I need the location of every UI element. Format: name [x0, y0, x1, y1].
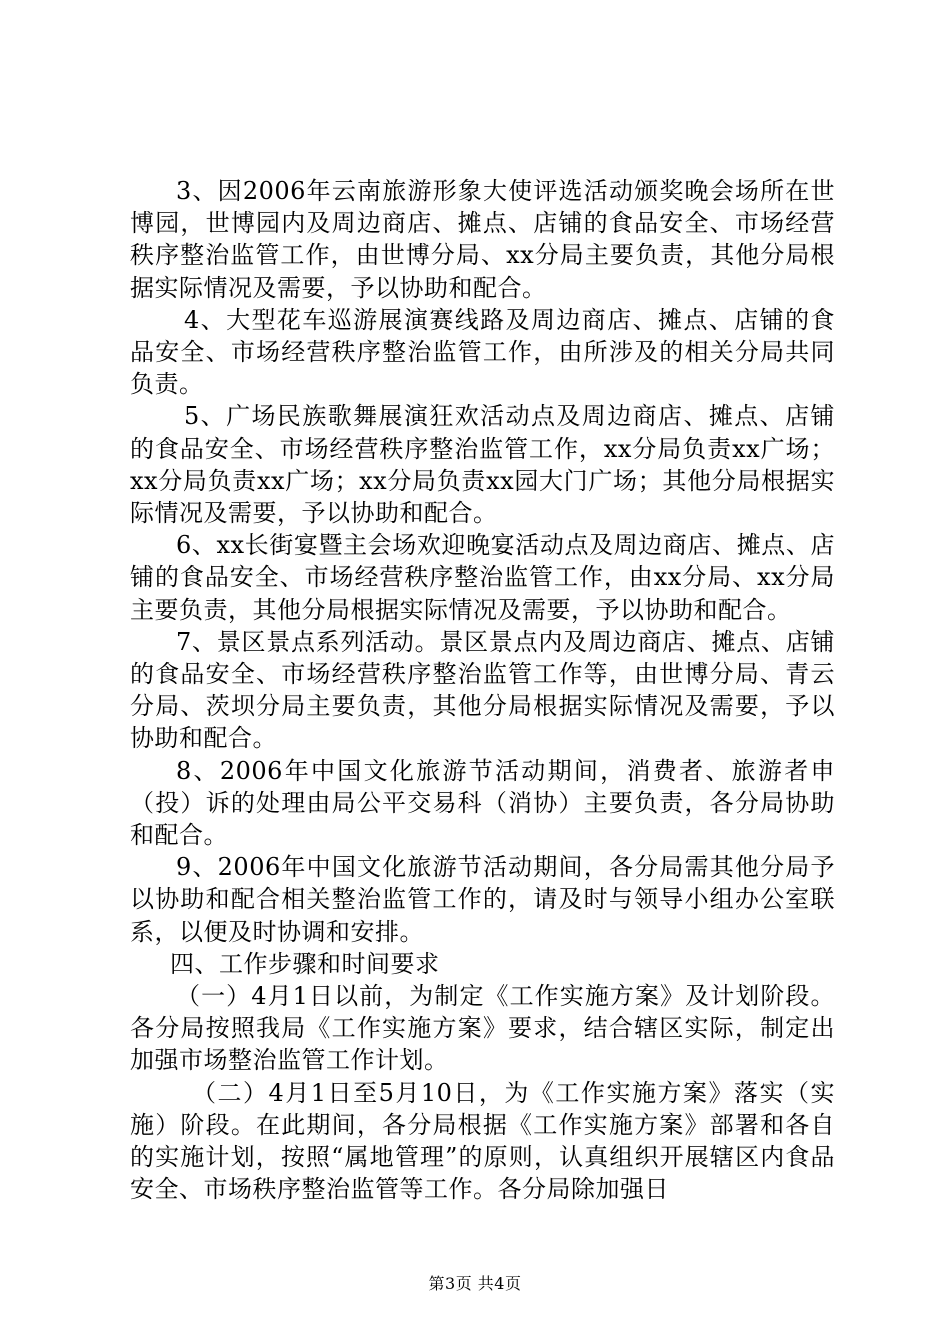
paragraph-item-9: 9、2006年中国文化旅游节活动期间，各分局需其他分局予以协助和配合相关整治监管工作的，请及时与领导小组办公室联系，以便及时协调和安排。	[130, 853, 835, 946]
step-paragraph-2: （二）4月1日至5月10日，为《工作实施方案》落实（实施）阶段。在此期间，各分局根据《工作实施方案》部署和各自的实施计划，按照“属地管理”的原则，认真组织开展辖区内食品安全、市场秩序整治监管等工作。各分局除加强日	[130, 1078, 835, 1204]
paragraph-item-5: 5、广场民族歌舞展演狂欢活动点及周边商店、摊点、店铺的食品安全、市场经营秩序整治监管工作，xx分局负责xx广场；xx分局负责xx广场；xx分局负责xx园大门广场；其他分局根据实际情况及需要，予以协助和配合。	[130, 402, 835, 528]
paragraph-item-3: 3、因2006年云南旅游形象大使评选活动颁奖晚会场所在世博园，世博园内及周边商店、摊点、店铺的食品安全、市场经营秩序整治监管工作，由世博分局、xx分局主要负责，其他分局根据实际情况及需要，予以协助和配合。	[130, 177, 835, 302]
paragraph-item-7: 7、景区景点系列活动。景区景点内及周边商店、摊点、店铺的食品安全、市场经营秩序整治监管工作等，由世博分局、青云分局、茨坝分局主要负责，其他分局根据实际情况及需要，予以协助和配合。	[130, 627, 835, 753]
document-body	[130, 175, 835, 1206]
paragraph-item-6: 6、xx长街宴暨主会场欢迎晚宴活动点及周边商店、摊点、店铺的食品安全、市场经营秩序整治监管工作，由xx分局、xx分局主要负责，其他分局根据实际情况及需要，予以协助和配合。	[130, 531, 835, 624]
step-paragraph-1: （一）4月1日以前，为制定《工作实施方案》及计划阶段。各分局按照我局《工作实施方案》要求，结合辖区实际，制定出加强市场整治监管工作计划。	[130, 982, 835, 1075]
page-number: 第3页 共4页	[428, 1274, 522, 1293]
paragraph-item-4: 4、大型花车巡游展演赛线路及周边商店、摊点、店铺的食品安全、市场经营秩序整治监管工作，由所涉及的相关分局共同负责。	[130, 305, 835, 399]
paragraph-item-8: 8、2006年中国文化旅游节活动期间，消费者、旅游者申（投）诉的处理由局公平交易科（消协）主要负责，各分局协助和配合。	[130, 756, 835, 850]
section-heading-4: 四、工作步骤和时间要求	[170, 949, 440, 978]
